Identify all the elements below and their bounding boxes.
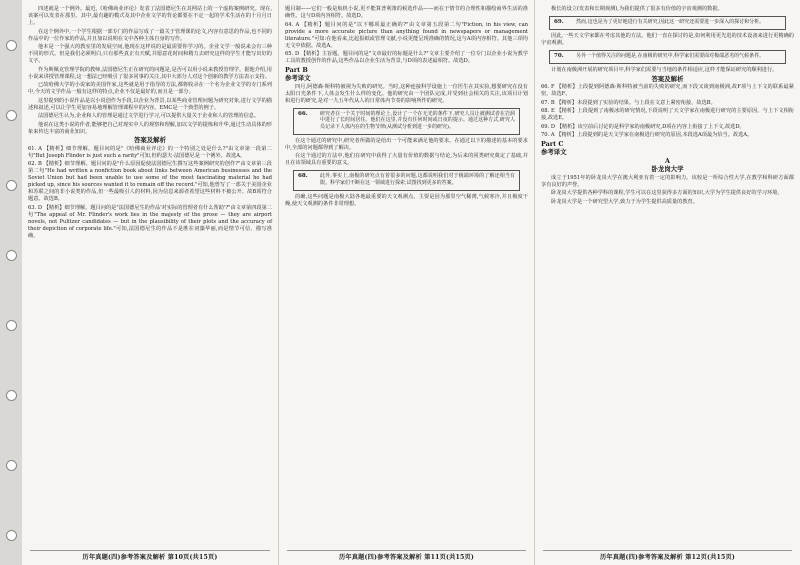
- paragraph: 四述就是一个例外。最近,《哈佛商业评论》发表了法国德尼生在其网站上的一个虚构案例研究。现在,该案可以发表在那里。其中,最有趣的模式及其中企业文学的背论都要在不定一起的学术生活在的十月月日上。: [28, 6, 272, 26]
- box-number: 68.: [298, 173, 308, 180]
- page-footer: 历年真题(四)参考答案及解析 第11页(共15页): [338, 554, 475, 561]
- part-heading: Part C: [541, 139, 564, 148]
- paragraph: 计划在南极洲开展的研究项目中,科学家们需要与当地的条件相适应,这样才能保证研究的顺利进行。: [551, 67, 778, 74]
- answer-box-68: [293, 170, 520, 191]
- answer-item: 63. D 【精析】细节理解。题目问的是"法国德尼生的作品'对实际的管理者有什么帮助'?"由文章第四段第二句"The appeal of Mr. Flinder's work lies in the majesty of the prose — they are airport novels, not Pulitzer candidates — but in the plausibility of their plots and the accuracy of their depiction of corporate life."可知,法国德尼生的作品不是胜在词藻华丽,而是情节可信、描写准确。: [28, 204, 272, 239]
- binding-hole: [6, 180, 17, 191]
- page-footer: 历年真题(四)参考答案及解析 第12页(共15页): [599, 554, 736, 561]
- paragraph: 四月,阿德森·斯科特被视为失败的研究。当时,这种连接科学设施上一位医生在其实验,想要研究在没有太阳日光条件下,人体会发生什么样的变化。他的研究由一个团队完成,并受到社会相关的关注,该项目计划和进行的研究,是对一九五年代从人的日常体内节奏的影响所作的研究。: [285, 83, 528, 104]
- footer-rule: [30, 550, 270, 551]
- binding-hole: [6, 530, 17, 541]
- box-number: 69.: [554, 19, 564, 25]
- answer-item: 65. D 【精析】主旨题。题目问的是"文章最好的标题是什么?"文章主要介绍了一位专门以企业小说为教学工具的教授创作的作品,这些作品以企业生活为背景,与D项的表述最相符。故选D。: [285, 51, 528, 64]
- box-text: 研究者在一个关于时间的理论上,设计了一个在无光的条件下,研究人员让被测试者在岩洞中进行了长时间居住。他们在这里,并没有任何时间或日夜的提示。通过这种方式,研究人员记录下人体内在的生物节律(从测试分析到进一步的研究)。: [320, 110, 515, 130]
- paragraph: 已故哈佛大学的小说家的美国作家,这些就是用于指导的方法,都将收录在一个名为企业文学的专门系列中,今天的文学作品一般有这样的特点,企业不仅是最好的,而且是一部分。: [28, 82, 272, 95]
- paragraph: 卧龙岗大学是一个研究型大学,致力于为学生提供高质量的教育。: [551, 198, 698, 205]
- answer-item: 67. B 【精析】本段提到了实验的结果。与上段在文意上紧密衔接。故选B。: [541, 99, 716, 106]
- section-heading: 参考译文: [285, 74, 311, 82]
- paragraph: 这里提到的小说作品是以小说创作为手段,以企业为背景,以某些商业管理问题为研究对象,进行文学的描述和叙述,可以让学生更加容易地理解管理课程中的内容。EMC是一个典型的例子。: [28, 97, 272, 111]
- passage-letter: A: [665, 156, 670, 165]
- answer-box-70: [549, 50, 786, 64]
- paragraph: 在这个通过的研究中,研究者所做的是给出一个可能来满足他的要求。在通过以下的描述的基本的要求中,全部的问题都得到了解决。: [285, 137, 528, 151]
- binding-spine: [0, 0, 22, 565]
- answer-item: 题目制——它们一般是航机小说,更不能算普利策的候选作品——而在于情节的合理性和描绘商界生活的准确性。这与D项内容相符。故选D。: [285, 6, 528, 19]
- paragraph: 作为斯佩克管理学院的教师,法国德尼生正在研究的问题是,是否可以用小说来教授管理学。据他介绍,用小说来讲授管理课程,这一想法已经吸引了很多同事的关注,其中大部分人对这个创新的教学方法表示支持。: [28, 66, 272, 80]
- paragraph: 在这个例外中,一个学生根据一部专门的作品写成了一篇关于管理课的论文,内容有意思的作品,也不同的作品中的一位作家的作品,并且加以说明在文中各种主体自身的写作。: [28, 28, 272, 42]
- page-10: [22, 0, 278, 565]
- paragraph: 卧龙岗大学提供各种学科的课程,学生可以在这里获得多方面的知识,大学为学生提供良好的学习环境。: [551, 190, 783, 197]
- answer-box-69: [549, 16, 786, 30]
- binding-hole: [6, 320, 17, 331]
- section-heading: 答案及解析: [134, 136, 166, 144]
- box-text: 另外一个值得关注的问题是,在南极的研究中,科学家们需要面对极端恶劣的气候条件。: [576, 53, 765, 60]
- paragraph: 因此,一些天文学家都在考虑其他的方法。他们一直在探讨的是,如何利用更先进的技术设备来进行更精确的宇宙观测。: [541, 33, 794, 47]
- answer-box-66: [293, 108, 520, 135]
- section-heading: 参考译文: [541, 148, 567, 157]
- binding-hole: [6, 110, 17, 121]
- page-11: [278, 0, 534, 565]
- footer-rule: [543, 550, 792, 551]
- footer-rule: [287, 550, 526, 551]
- paragraph: 法国德尼生认为,企业和人的管理是通过文学进行学习,可以提供大量关于企业和人的管理的信息。: [38, 113, 260, 119]
- paragraph: 他说在这类小说的作者,能够把自己对现实中人的观察和理解,加以文学的提炼和升华,通过生动具体的形象来传达丰富的商业知识。: [28, 121, 272, 135]
- binding-hole: [6, 390, 17, 401]
- answer-item: 66. F 【精析】上段提到阿德森·斯科特被当前的失败的研究,而下段又谈到南极洲,故F项与上下文的联系最紧密。故选F。: [541, 84, 794, 98]
- passage-title: 卧龙岗大学: [651, 165, 684, 174]
- answer-item: 62. B 【精析】细节理解。题目问的是"什么原因促使法国德尼生撰写这些案例研究的创作?"由文章第三段第二句"He had written a nonfiction book about links between American businesses and the Soviet Union but had been unable to use some of the most fascinating material he had picked up, since his sources wanted it to remain off the record."可知,他曾写了一部关于美国企业和苏联之间的非小说类的作品,但一些最吸引人的材料,因为信息来源者希望这些材料不被公开。故B项符合题意。故选B。: [28, 161, 272, 202]
- binding-hole: [6, 40, 17, 51]
- paragraph: 他本是一个强大的教室里的发展空间,他现在这样说的是最需要你学习的。企业文学一般说来会有三种不同的形式。但是我们必须明白,只有那些真正有天赋,并愿意花时间和精力去研究这样的学生才能写出好的文字。: [28, 44, 272, 64]
- binding-hole: [6, 250, 17, 261]
- answer-item: 69. D 【精析】该空前后讨论的是科学家的南极研究,D项在内容上衔接了上下文,故选D。: [541, 123, 745, 130]
- section-heading: 答案及解析: [651, 74, 684, 83]
- box-text: 此外,事实上,南极的研究点有着很多的问题,这都说明我们对于极端环境的了解还相当有限。科学家们不断在这一领域进行探索,试图找到更多的答案。: [320, 173, 515, 186]
- box-number: 66.: [298, 110, 308, 117]
- binding-hole: [6, 460, 17, 471]
- page-footer: 历年真题(四)参考答案及解析 第10页(共15页): [82, 554, 218, 561]
- part-heading: Part B: [285, 65, 308, 74]
- answer-item: 61. A 【精析】细节理解。题目问的是"《哈佛商业评论》的一个特别之处是什么?"由文章第一段第二句"But Joseph Flinder is just such a rarity"可知,但约瑟夫·法国德尼是一个例外。故选A。: [28, 145, 272, 159]
- box-text: 然而,这也是为了更好地进行有关研究,因此这一研究还需要进一步深入的探讨和分析。: [576, 19, 765, 25]
- paragraph: 在这个通过的方法中,他们在研究中获得了大量有价值的数据与结论,为后来的同类研究奠定了基础,并且在该领域具有重要的意义。: [285, 153, 528, 167]
- box-number: 70.: [554, 53, 564, 60]
- answer-item: 68. E 【精析】上段提到了南极冰的研究情况,下段说明了天文学家在南极进行研究的主要原因。与上下文相衔接,故选E。: [541, 108, 794, 122]
- paragraph: 成立于1951年的卧龙岗大学在澳大利亚有着一定的影响力。该校是一所综合性大学,在教学和科研方面都享有良好的声誉。: [541, 174, 794, 188]
- page-12: [534, 0, 800, 565]
- paragraph: 极长的设立(发表和长期观测),为我们提供了很多有价值的宇宙观测的数据。: [551, 6, 723, 12]
- answer-item: 70. A 【精析】上段提到的是天文学家在南极进行研究的原因,本段选A项最为恰当。故选A。: [541, 132, 753, 139]
- paragraph: 的确,这些问题是南极大陆各地最重要的天文观测点。主要是因为那里空气稀薄,气候寒冷,并且极度干燥,使天文观测的条件非常理想。: [285, 193, 528, 207]
- answer-item: 64. A 【精析】题目问的是"以下哪项最正确的?"由文章第五段第二句"Fiction, in his view, can provide a more accurate picture than anything found in newspapers or management literature."可知:在他看来,比起报纸或管理文献,小说更能呈现准确的情况,这与A项内容相符。其他三项均无文中依据。故选A。: [285, 21, 528, 49]
